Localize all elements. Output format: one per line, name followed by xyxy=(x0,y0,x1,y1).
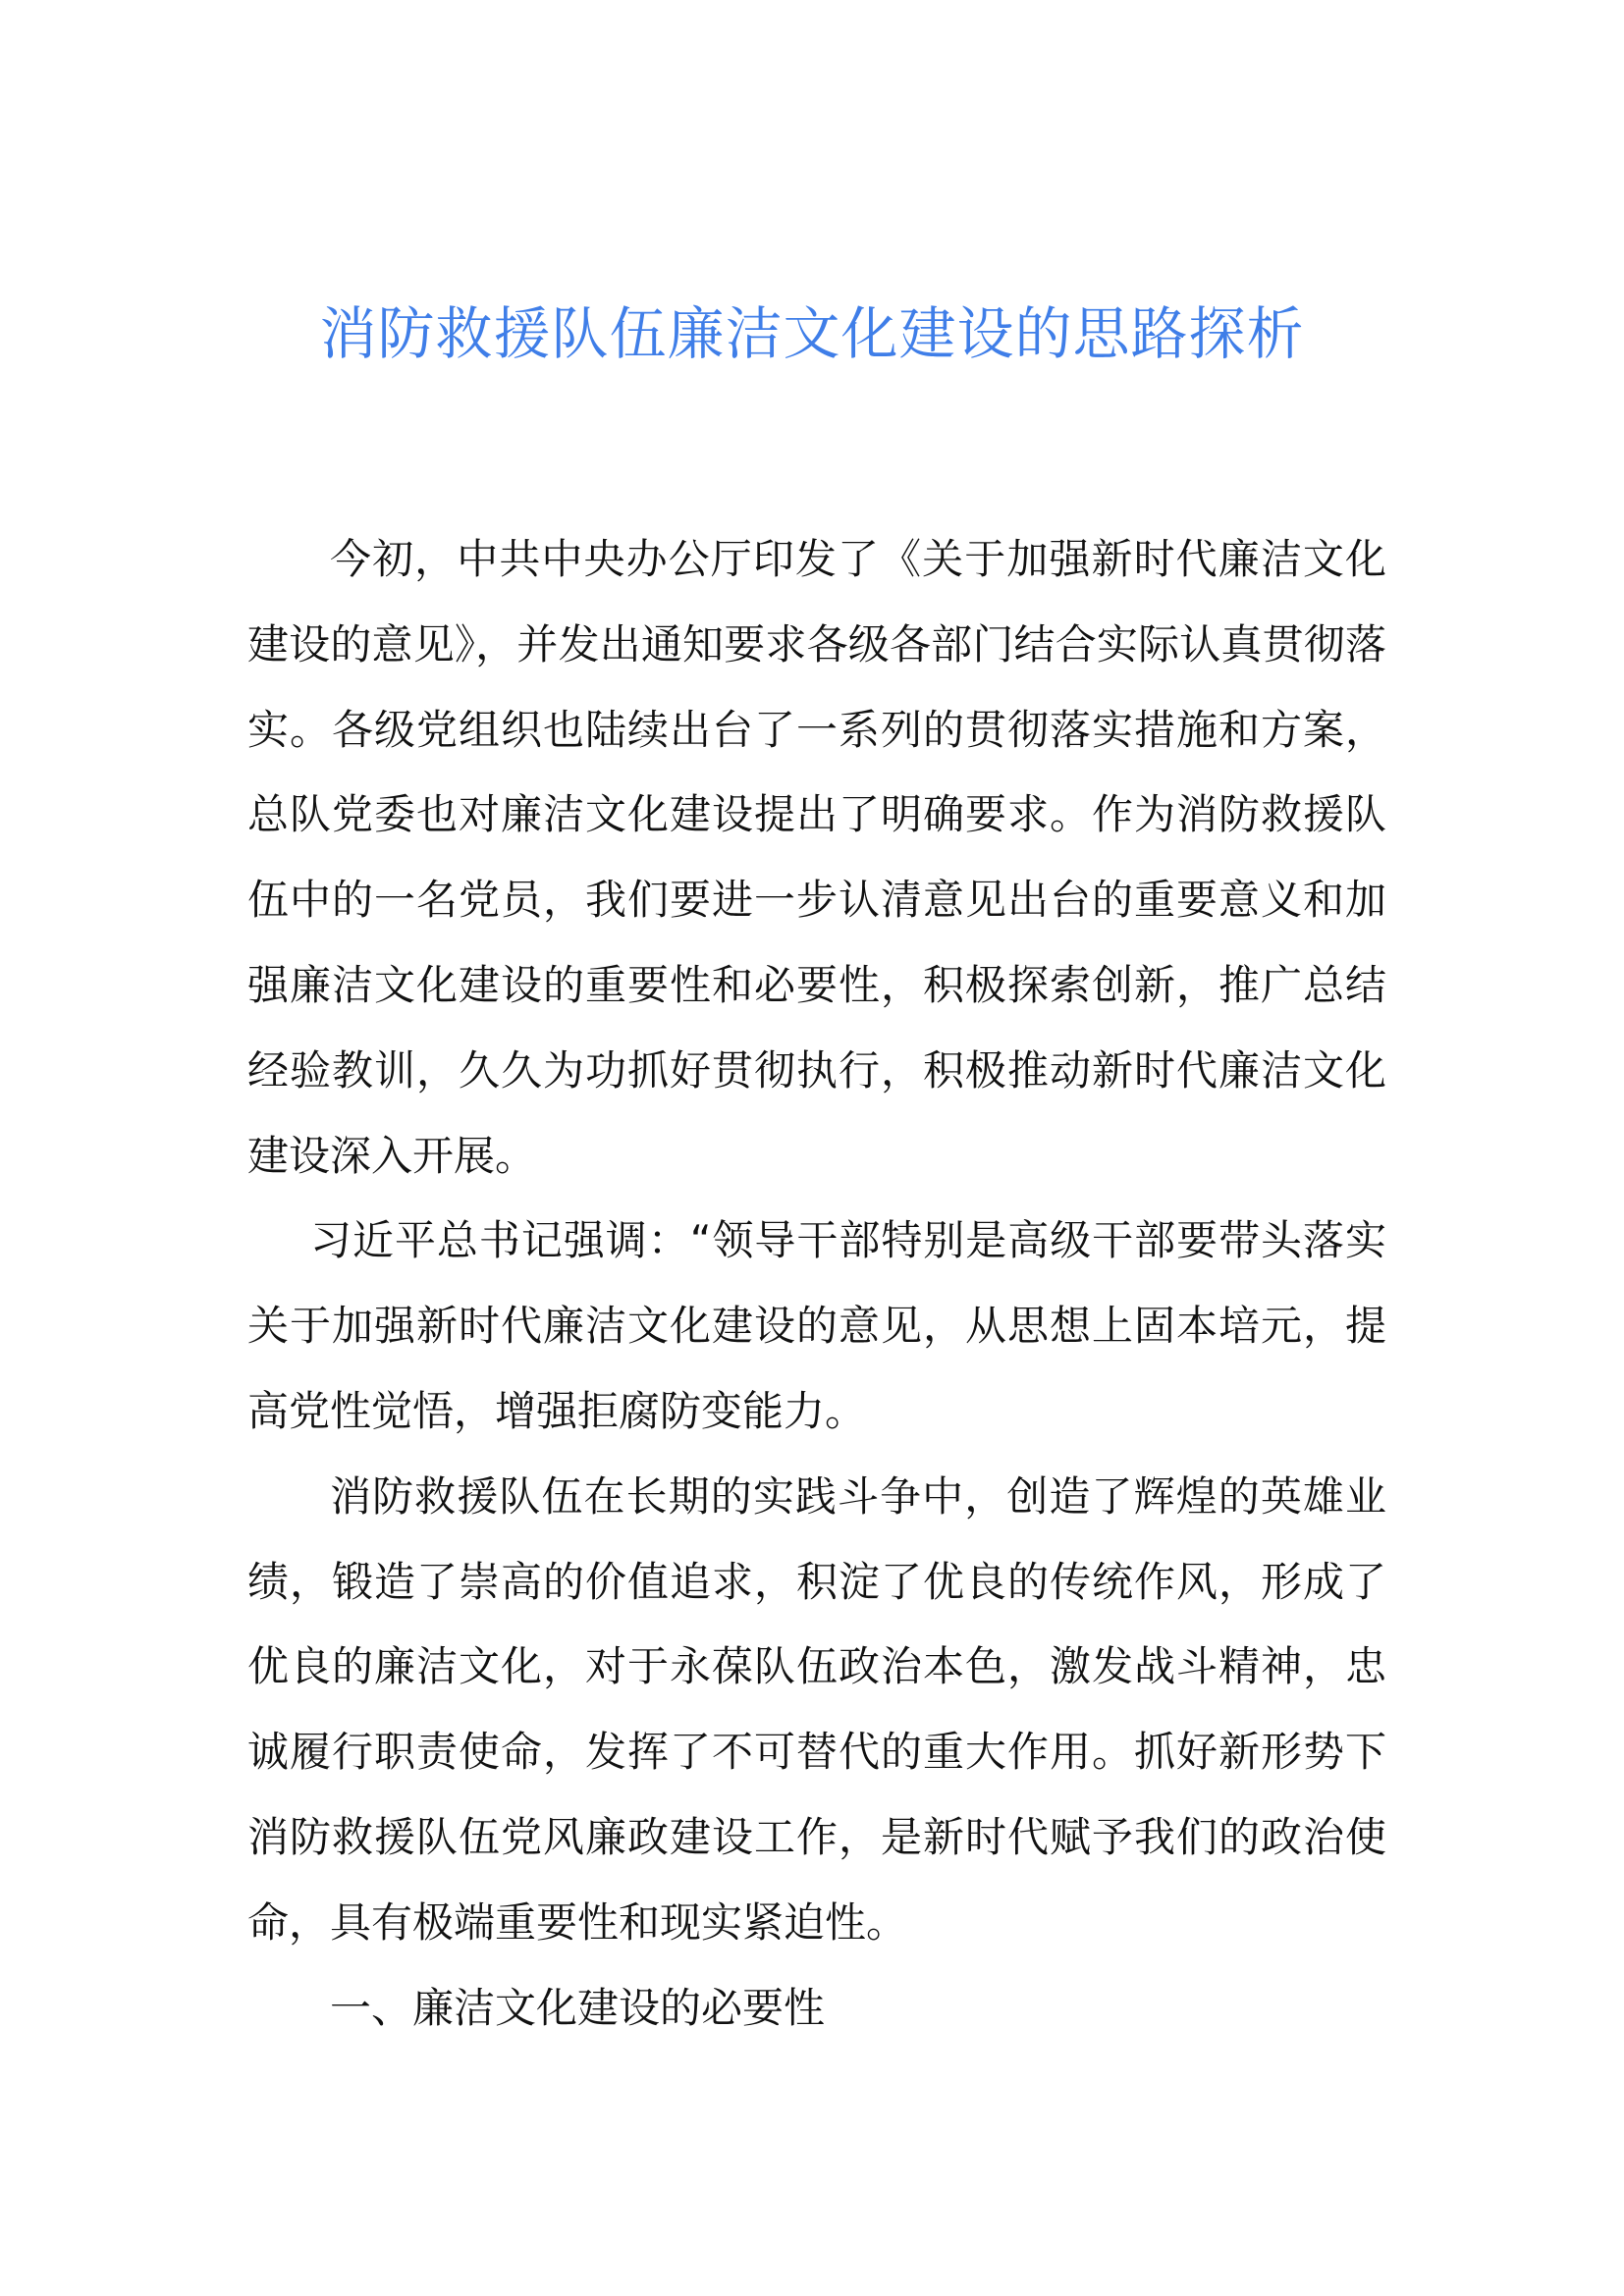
paragraph-1: 今初，中共中央办公厅印发了《关于加强新时代廉洁文化建设的意见》，并发出通知要求各级各部门结合实际认真贯彻落实。各级党组织也陆续出台了一系列的贯彻落实措施和方案，总队党委也对廉洁文化建设提出了明确要求。作为消防救援队伍中的一名党员，我们要进一步认清意见出台的重要意义和加强廉洁文化建设的重要性和必要性，积极探索创新，推广总结经验教训，久久为功抓好贯彻执行，积极推动新时代廉洁文化建设深入开展。 xyxy=(247,535,1386,1180)
document-body xyxy=(247,517,1386,2051)
paragraph-2: 习近平总书记强调：“领导干部特别是高级干部要带头落实关于加强新时代廉洁文化建设的意见，从思想上固本培元，提高党性觉悟，增强拒腐防变能力。 xyxy=(247,1216,1386,1435)
section-heading: 一、廉洁文化建设的必要性 xyxy=(330,1983,826,2032)
document-title: 消防救援队伍廉洁文化建设的思路探析 xyxy=(319,300,1305,367)
paragraph-3: 消防救援队伍在长期的实践斗争中，创造了辉煌的英雄业绩，锻造了崇高的价值追求，积淀了优良的传统作风，形成了优良的廉洁文化，对于永葆队伍政治本色，激发战斗精神，忠诚履行职责使命，发挥了不可替代的重大作用。抓好新形势下消防救援队伍党风廉政建设工作，是新时代赋予我们的政治使命，具有极端重要性和现实紧迫性。 xyxy=(247,1471,1386,1947)
